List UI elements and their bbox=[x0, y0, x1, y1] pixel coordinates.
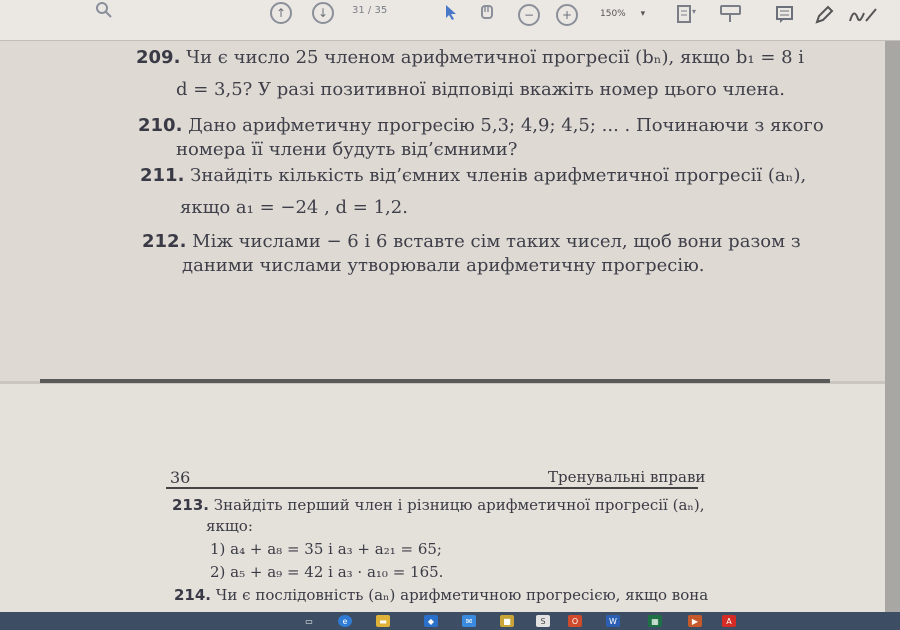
presentation-icon[interactable]: ▶ bbox=[688, 615, 702, 627]
keyboard-icon[interactable] bbox=[720, 4, 742, 28]
comment-icon[interactable] bbox=[776, 6, 794, 28]
problem-text: Знайдіть перший член і різницю арифметичної прогресії (aₙ), bbox=[213, 496, 705, 514]
problem-text: Між числами − 6 і 6 вставте сім таких чисел, щоб вони разом з bbox=[192, 231, 801, 252]
task-view-icon[interactable]: ▭ bbox=[305, 616, 313, 626]
svg-text:▾: ▾ bbox=[692, 7, 697, 16]
problem-211-line2: якщо a₁ = −24 , d = 1,2. bbox=[180, 197, 408, 218]
problem-number: 209. bbox=[136, 47, 181, 68]
skype-icon[interactable]: S bbox=[536, 615, 550, 627]
sticky-notes-icon[interactable]: ■ bbox=[500, 615, 514, 627]
hand-tool-icon[interactable] bbox=[478, 3, 496, 25]
problem-number: 210. bbox=[138, 115, 183, 136]
problem-214 bbox=[174, 584, 708, 606]
chevron-down-icon[interactable]: ▾ bbox=[640, 9, 646, 19]
spreadsheet-icon[interactable]: ▦ bbox=[648, 615, 662, 627]
problem-text: Чи є послідовність (aₙ) арифметичною прогресією, якщо вона bbox=[215, 586, 709, 604]
page-counter[interactable] bbox=[352, 5, 387, 16]
page-up-icon[interactable]: ↑ bbox=[270, 2, 292, 24]
pdf-toolbar bbox=[0, 0, 900, 41]
problem-text: Чи є число 25 членом арифметичної прогресії (bₙ), якщо b₁ = 8 і bbox=[186, 47, 805, 68]
search-icon[interactable] bbox=[96, 2, 112, 22]
zoom-in-icon[interactable]: + bbox=[556, 4, 578, 26]
pen-icon[interactable] bbox=[814, 5, 834, 29]
page-number: 36 bbox=[170, 468, 191, 487]
page-divider bbox=[40, 379, 830, 383]
problem-number: 211. bbox=[140, 165, 185, 186]
zoom-value[interactable]: 150% bbox=[600, 9, 626, 19]
zoom-out-icon[interactable]: − bbox=[518, 4, 540, 26]
page-down-icon[interactable]: ↓ bbox=[312, 2, 334, 24]
section-title: Тренувальні вправи bbox=[548, 468, 706, 486]
problem-211 bbox=[140, 164, 806, 188]
file-explorer-icon[interactable]: ▬ bbox=[376, 615, 390, 627]
zoom-select[interactable] bbox=[600, 9, 645, 19]
problem-213-item2: 2) a₅ + a₉ = 42 і a₃ · a₁₀ = 165. bbox=[210, 563, 444, 581]
problem-213 bbox=[172, 494, 705, 516]
pdf-reader-icon[interactable]: A bbox=[722, 615, 736, 627]
problem-text: Дано арифметичну прогресію 5,3; 4,9; 4,5; ... . Починаючи з якого bbox=[188, 115, 824, 136]
cursor-select-icon[interactable] bbox=[444, 4, 458, 24]
mail-icon[interactable]: ✉ bbox=[462, 615, 476, 627]
problem-212 bbox=[142, 230, 801, 254]
edge-browser-icon[interactable]: e bbox=[338, 615, 352, 627]
page-separator: / bbox=[367, 5, 372, 16]
page-current[interactable]: 31 bbox=[352, 5, 365, 16]
word-icon[interactable]: W bbox=[606, 615, 620, 627]
office-icon[interactable]: O bbox=[568, 615, 582, 627]
page-fit-icon[interactable] bbox=[676, 4, 698, 30]
problem-213-line2: якщо: bbox=[206, 517, 253, 535]
problem-210-line2: номера її члени будуть від’ємними? bbox=[176, 139, 518, 160]
problem-number: 214. bbox=[174, 586, 212, 604]
taskbar bbox=[0, 612, 900, 630]
store-icon[interactable]: ◆ bbox=[424, 615, 438, 627]
scrollbar[interactable] bbox=[885, 41, 900, 614]
problem-number: 213. bbox=[172, 496, 210, 514]
problem-number: 212. bbox=[142, 231, 187, 252]
problem-210 bbox=[138, 114, 824, 138]
problem-212-line2: даними числами утворювали арифметичну прогресію. bbox=[182, 255, 705, 276]
problem-209 bbox=[136, 46, 804, 70]
problem-209-line2: d = 3,5? У разі позитивної відповіді вкажіть номер цього члена. bbox=[176, 79, 785, 100]
sign-icon[interactable] bbox=[848, 5, 878, 29]
header-rule bbox=[166, 487, 698, 489]
problem-text: Знайдіть кількість від’ємних членів арифметичної прогресії (aₙ), bbox=[190, 165, 807, 186]
page-total: 35 bbox=[374, 5, 388, 16]
problem-213-item1: 1) a₄ + a₈ = 35 і a₃ + a₂₁ = 65; bbox=[210, 540, 442, 558]
